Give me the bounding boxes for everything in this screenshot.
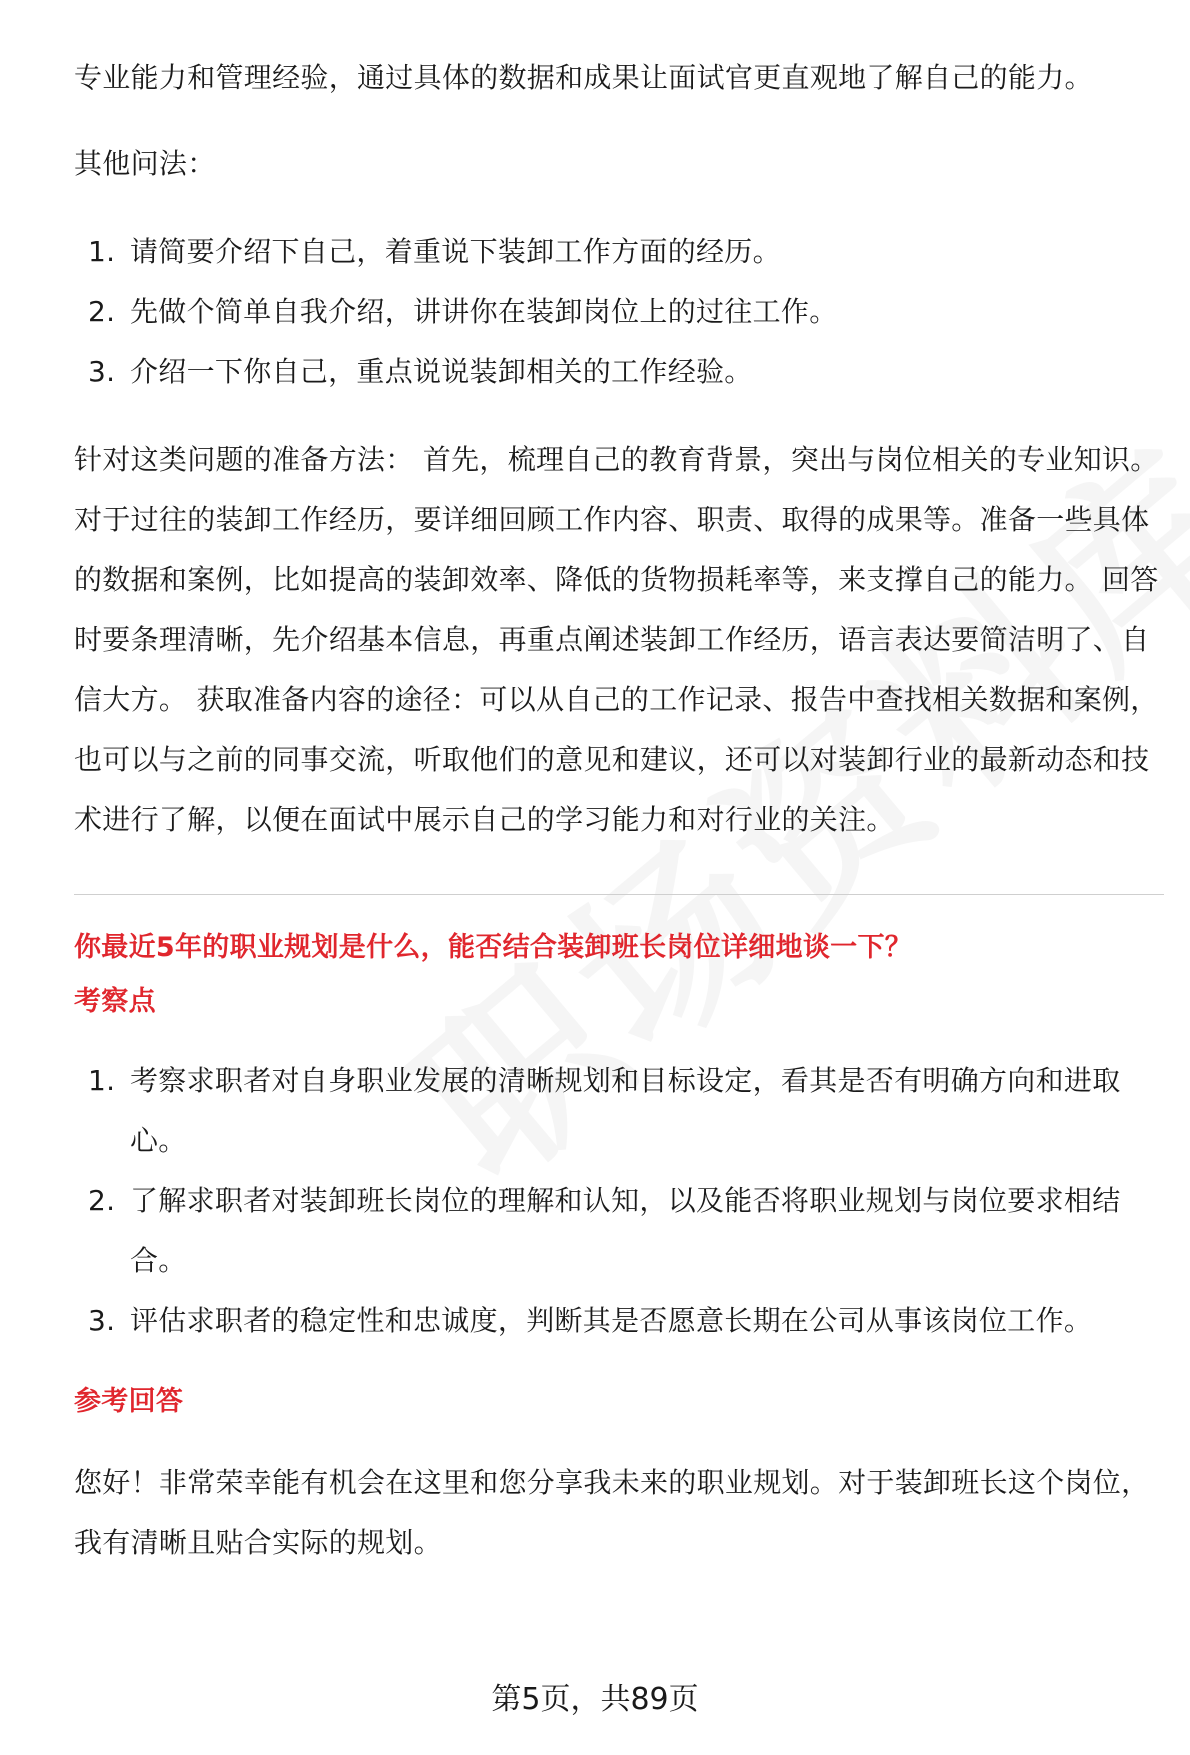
list-item-text: 考察求职者对自身职业发展的清晰规划和目标设定，看其是否有明确方向和进取心。 [130, 1064, 1121, 1157]
other-ways-list [74, 222, 1164, 402]
list-item [74, 342, 1164, 402]
list-item [74, 282, 1164, 342]
reference-answer-text: 您好！非常荣幸能有机会在这里和您分享我未来的职业规划。对于装卸班长这个岗位，我有清晰且贴合实际的规划。 [74, 1466, 1150, 1559]
list-number: 3. [88, 355, 116, 388]
assessment-points-label: 考察点 [74, 986, 156, 1017]
list-item-text: 请简要介绍下自己，着重说下装卸工作方面的经历。 [130, 235, 781, 268]
question-title: 你最近5年的职业规划是什么，能否结合装卸班长岗位详细地谈一下？ [74, 932, 913, 963]
other-ways-label: 其他问法： [74, 147, 216, 180]
section-divider [74, 894, 1164, 895]
list-item [74, 222, 1164, 282]
list-item-text: 先做个简单自我介绍，讲讲你在装卸岗位上的过往工作。 [130, 295, 838, 328]
list-item-text: 了解求职者对装卸班长岗位的理解和认知，以及能否将职业规划与岗位要求相结合。 [130, 1184, 1121, 1277]
list-item [74, 1171, 1164, 1291]
list-number: 2. [88, 295, 116, 328]
page-content [74, 48, 1164, 1573]
list-item [74, 1051, 1164, 1171]
intro-paragraph: 专业能力和管理经验，通过具体的数据和成果让面试官更直观地了解自己的能力。 [74, 61, 1093, 94]
list-number: 3. [88, 1304, 116, 1337]
list-item-text: 介绍一下你自己，重点说说装卸相关的工作经验。 [130, 355, 753, 388]
assessment-points-list [74, 1051, 1164, 1351]
reference-answer-label: 参考回答 [74, 1386, 184, 1417]
preparation-paragraph: 针对这类问题的准备方法： 首先，梳理自己的教育背景，突出与岗位相关的专业知识。对于过往的装卸工作经历，要详细回顾工作内容、职责、取得的成果等。准备一些具体的数据和案例，比如提高的装卸效率、降低的货物损耗率等，来支撑自己的能力。 回答时要条理清晰，先介绍基本信息，再重点阐述装卸工作经历，语言表达要简洁明了、自信大方。 获取准备内容的途径：可以从自己的工作记录、报告中查找相关数据和案例，也可以与之前的同事交流，听取他们的意见和建议，还可以对装卸行业的最新动态和技术进行了解，以便在面试中展示自己的学习能力和对行业的关注。 [74, 443, 1159, 836]
list-number: 2. [88, 1184, 116, 1217]
list-number: 1. [88, 235, 116, 268]
list-item [74, 1291, 1164, 1351]
list-number: 1. [88, 1064, 116, 1097]
page-number: 第5页，共89页 [491, 1682, 699, 1717]
list-item-text: 评估求职者的稳定性和忠诚度，判断其是否愿意长期在公司从事该岗位工作。 [130, 1304, 1093, 1337]
